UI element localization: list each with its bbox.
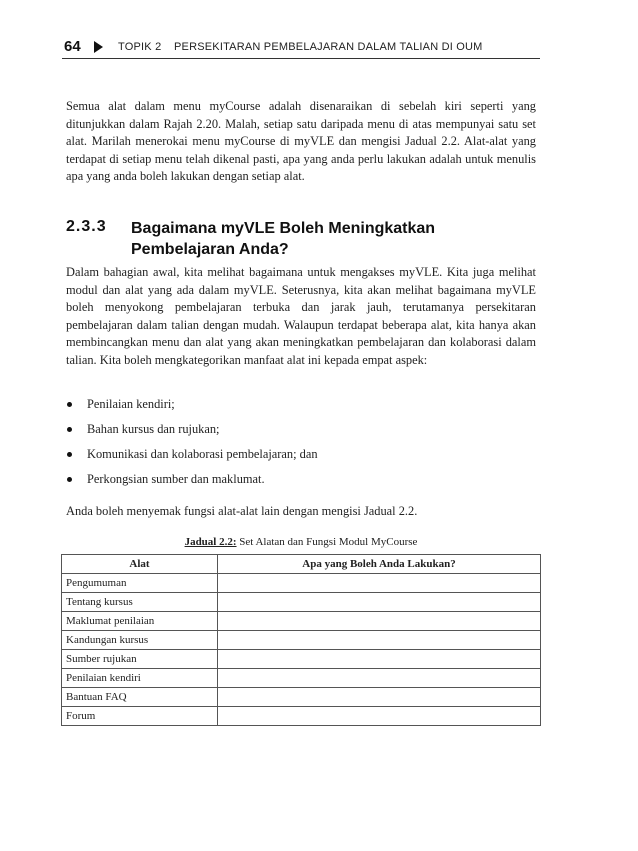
intro-paragraph: Semua alat dalam menu myCourse adalah disenaraikan di sebelah kiri seperti yang ditunjukkan dalam Rajah 2.20. Malah, setiap satu daripada menu di atas mempunyai satu set alat. Marilah menerokai menu myCourse di myVLE dan mengisi Jadual 2.2. Alat-alat yang terdapat di setiap menu telah dikenal pasti, apa yang anda perlu lakukan adalah untuk menulis apa yang anda boleh lakukan dengan setiap alat. xyxy=(66,99,536,184)
bullet-icon xyxy=(67,477,72,482)
list-item-text: Komunikasi dan kolaborasi pembelajaran; dan xyxy=(87,447,318,461)
function-cell xyxy=(218,612,541,631)
list-item xyxy=(66,471,536,496)
tool-cell: Pengumuman xyxy=(62,574,218,593)
page-number: 64 xyxy=(64,38,81,55)
table-caption xyxy=(62,536,540,548)
table-caption-label: Jadual 2.2: xyxy=(184,536,237,548)
table-row xyxy=(62,707,541,726)
table-row xyxy=(62,688,541,707)
list-item xyxy=(66,396,536,421)
tool-cell: Kandungan kursus xyxy=(62,631,218,650)
table-row xyxy=(62,574,541,593)
function-cell xyxy=(218,631,541,650)
list-item-text: Penilaian kendiri; xyxy=(87,397,175,411)
function-cell xyxy=(218,688,541,707)
function-cell xyxy=(218,650,541,669)
section-heading: Bagaimana myVLE Boleh Meningkatkan Pembelajaran Anda? xyxy=(131,220,436,258)
list-item-text: Perkongsian sumber dan maklumat. xyxy=(87,472,265,486)
list-item-text: Bahan kursus dan rujukan; xyxy=(87,422,220,436)
arrow-right-icon xyxy=(94,41,103,53)
table-caption-text: Set Alatan dan Fungsi Modul MyCourse xyxy=(236,536,418,548)
function-cell xyxy=(218,593,541,612)
body-paragraph: Dalam bahagian awal, kita melihat bagaimana untuk mengakses myVLE. Kita juga melihat modul dan alat yang ada dalam myVLE. Seterusnya, kita akan melihat bagaimana myVLE boleh menyokong pembelajaran terbuka dan jarak jauh, terutamanya persekitaran pembelajaran dalam talian dengan mudah. Walaupun terdapat beberapa alat, kita hanya akan membincangkan menu dan alat yang akan meningkatkan pembelajaran dan kolaborasi dalam talian. Kita boleh mengkategorikan manfaat alat ini kepada empat aspek: xyxy=(66,265,536,367)
bullet-icon xyxy=(67,427,72,432)
bullet-icon xyxy=(67,402,72,407)
page-header xyxy=(62,38,540,59)
table-row xyxy=(62,650,541,669)
column-header-function: Apa yang Boleh Anda Lakukan? xyxy=(218,555,541,574)
closing-paragraph: Anda boleh menyemak fungsi alat-alat lain dengan mengisi Jadual 2.2. xyxy=(66,504,418,518)
topic-label: TOPIK 2 xyxy=(118,41,162,53)
bullet-list xyxy=(66,396,536,496)
bullet-icon xyxy=(67,452,72,457)
tool-cell: Sumber rujukan xyxy=(62,650,218,669)
list-item xyxy=(66,446,536,471)
section-number: 2.3.3 xyxy=(66,218,107,235)
function-cell xyxy=(218,574,541,593)
table-row xyxy=(62,669,541,688)
topic-title: PERSEKITARAN PEMBELAJARAN DALAM TALIAN DI OUM xyxy=(174,41,483,53)
tool-cell: Forum xyxy=(62,707,218,726)
tools-table xyxy=(61,554,541,726)
tool-cell: Maklumat penilaian xyxy=(62,612,218,631)
tool-cell: Penilaian kendiri xyxy=(62,669,218,688)
table-row xyxy=(62,593,541,612)
tool-cell: Bantuan FAQ xyxy=(62,688,218,707)
function-cell xyxy=(218,707,541,726)
table-row xyxy=(62,612,541,631)
tool-cell: Tentang kursus xyxy=(62,593,218,612)
list-item xyxy=(66,421,536,446)
table-header-row xyxy=(62,555,541,574)
function-cell xyxy=(218,669,541,688)
table-row xyxy=(62,631,541,650)
column-header-tool: Alat xyxy=(62,555,218,574)
